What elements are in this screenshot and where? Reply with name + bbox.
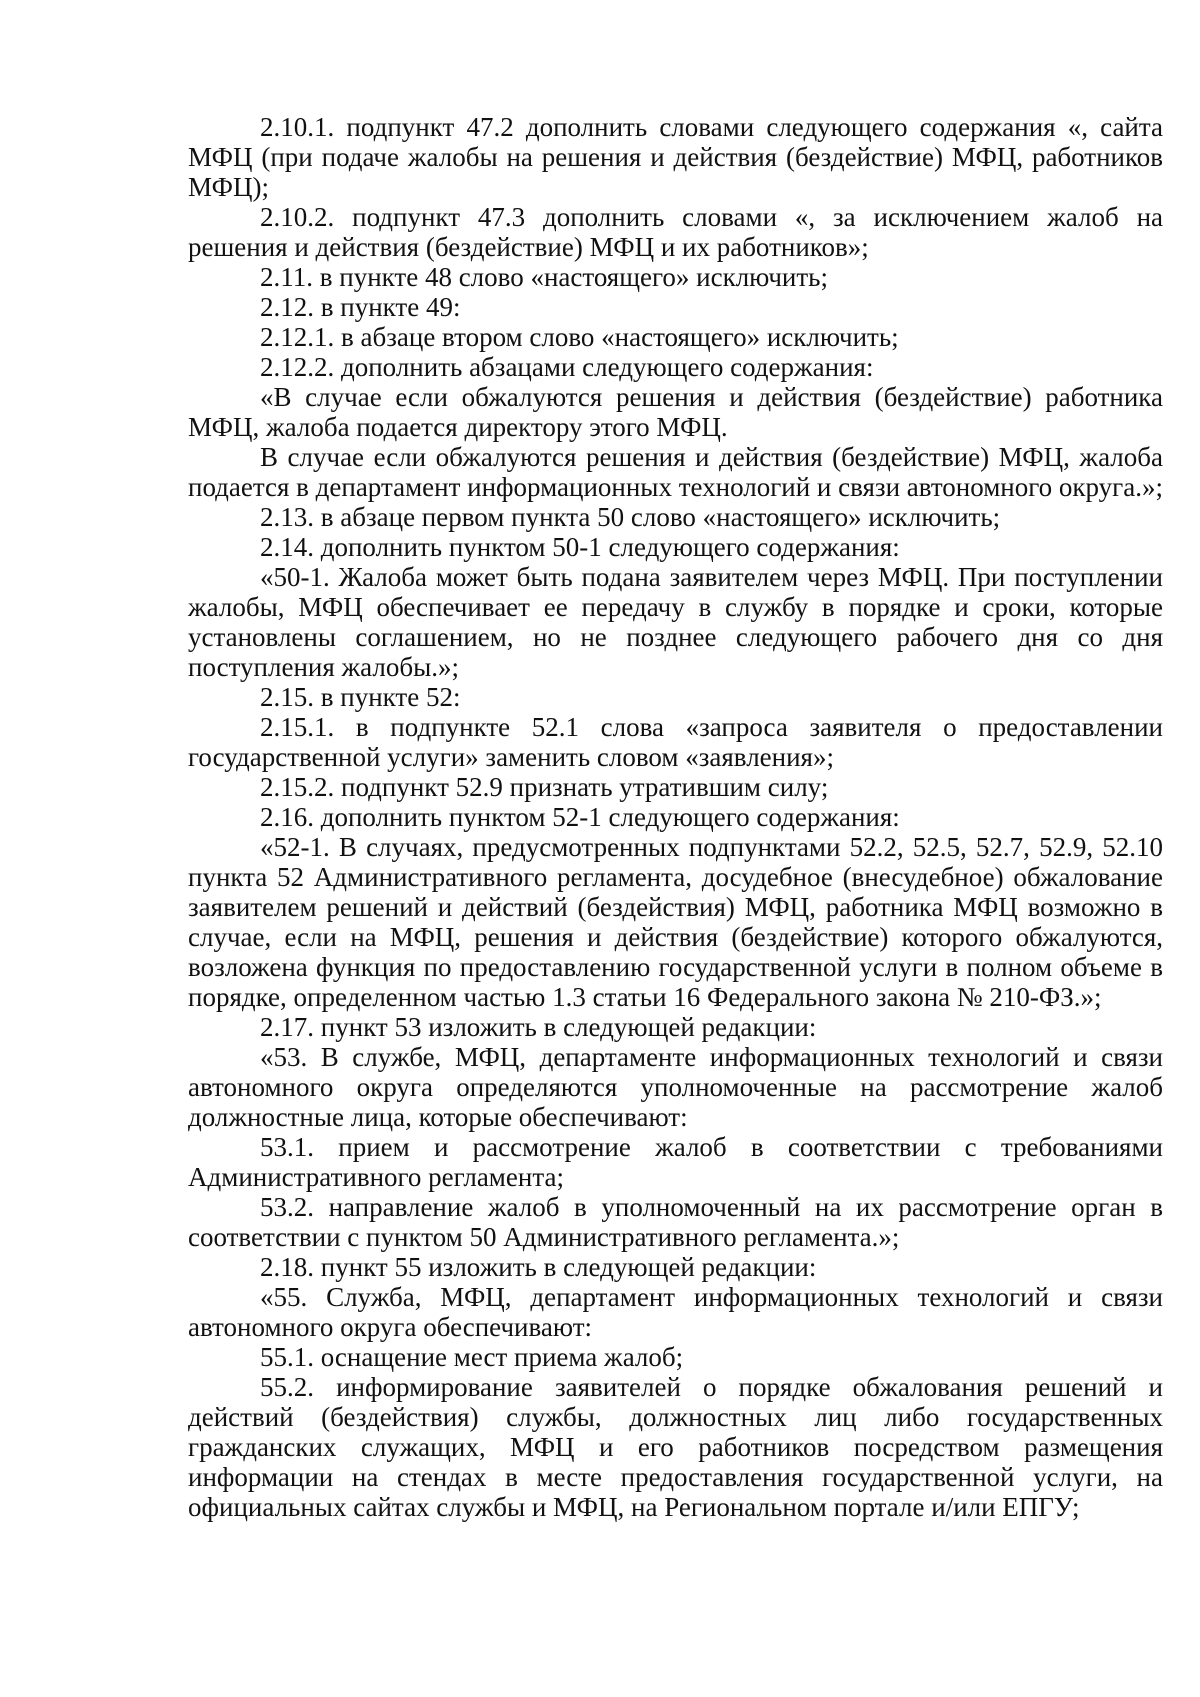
paragraph-2-12-2: 2.12.2. дополнить абзацами следующего содержания: [260,352,874,382]
quoted-paragraph-53: «53. В службе, МФЦ, департаменте информационных технологий и связи автономного округа определяются уполномоченные на рассмотрение жалоб должностные лица, которые обеспечивают: [188,1042,1163,1132]
quoted-paragraph-55: «55. Служба, МФЦ, департамент информационных технологий и связи автономного округа обеспечивают: [188,1282,1163,1342]
paragraph-2-10-2: 2.10.2. подпункт 47.3 дополнить словами «, за исключением жалоб на решения и действия (бездействие) МФЦ и их работников»; [188,202,1163,262]
paragraph-2-15-2: 2.15.2. подпункт 52.9 признать утратившим силу; [260,772,829,802]
paragraph-2-15-1: 2.15.1. в подпункте 52.1 слова «запроса заявителя о предоставлении государственной услуги» заменить словом «заявления»; [188,712,1163,772]
paragraph-53-1: 53.1. прием и рассмотрение жалоб в соответствии с требованиями Административного регламента; [188,1132,1163,1192]
paragraph-53-2: 53.2. направление жалоб в уполномоченный на их рассмотрение орган в соответствии с пунктом 50 Административного регламента.»; [188,1192,1163,1252]
paragraph-2-18: 2.18. пункт 55 изложить в следующей редакции: [260,1252,817,1282]
paragraph-2-12: 2.12. в пункте 49: [260,292,461,322]
quoted-paragraph-mfc-complaint: В случае если обжалуются решения и действия (бездействие) МФЦ, жалоба подается в департамент информационных технологий и связи автономного округа.»; [188,442,1163,502]
quoted-paragraph-50-1: «50-1. Жалоба может быть подана заявителем через МФЦ. При поступлении жалобы, МФЦ обеспечивает ее передачу в службу в порядке и сроки, которые установлены соглашением, но не позднее следующего рабочего дня со дня поступления жалобы.»; [188,562,1163,682]
paragraph-2-17: 2.17. пункт 53 изложить в следующей редакции: [260,1012,817,1042]
paragraph-2-14: 2.14. дополнить пунктом 50-1 следующего содержания: [260,532,900,562]
paragraph-2-10-1: 2.10.1. подпункт 47.2 дополнить словами следующего содержания «, сайта МФЦ (при подаче жалобы на решения и действия (бездействие) МФЦ, работников МФЦ); [188,112,1163,202]
quoted-paragraph-worker-complaint: «В случае если обжалуются решения и действия (бездействие) работника МФЦ, жалоба подается директору этого МФЦ. [188,382,1163,442]
paragraph-2-15: 2.15. в пункте 52: [260,682,461,712]
document-page [188,112,1163,1522]
paragraph-2-11: 2.11. в пункте 48 слово «настоящего» исключить; [260,262,828,292]
quoted-paragraph-52-1: «52-1. В случаях, предусмотренных подпунктами 52.2, 52.5, 52.7, 52.9, 52.10 пункта 52 Административного регламента, досудебное (внесудебное) обжалование заявителем решений и действий (бездействия) МФЦ, работника МФЦ возможно в случае, если на МФЦ, решения и действия (бездействие) которого обжалуются, возложена функция по предоставлению государственной услуги в полном объеме в порядке, определенном частью 1.3 статьи 16 Федерального закона № 210-ФЗ.»; [188,832,1163,1012]
paragraph-55-1: 55.1. оснащение мест приема жалоб; [260,1342,684,1372]
paragraph-2-13: 2.13. в абзаце первом пункта 50 слово «настоящего» исключить; [260,502,1001,532]
paragraph-2-16: 2.16. дополнить пунктом 52-1 следующего содержания: [260,802,900,832]
paragraph-55-2: 55.2. информирование заявителей о порядке обжалования решений и действий (бездействия) службы, должностных лиц либо государственных гражданских служащих, МФЦ и его работников посредством размещения информации на стендах в месте предоставления государственной услуги, на официальных сайтах службы и МФЦ, на Региональном портале и/или ЕПГУ; [188,1372,1163,1522]
paragraph-2-12-1: 2.12.1. в абзаце втором слово «настоящего» исключить; [260,322,899,352]
